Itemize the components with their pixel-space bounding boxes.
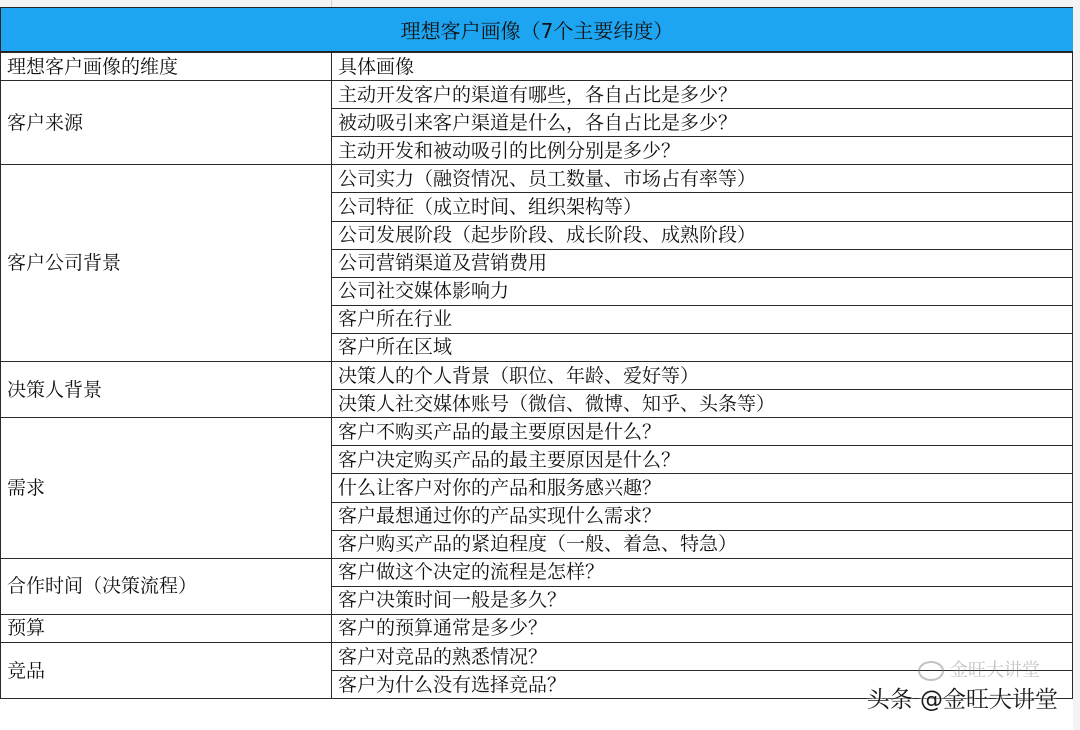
header-dimension-cell[interactable]: 理想客户画像的维度 [1, 53, 332, 81]
table-row [1, 418, 1073, 446]
dimension-cell[interactable]: 竞品 [1, 642, 332, 698]
customer-profile-table [0, 52, 1073, 699]
detail-cell[interactable]: 公司发展阶段（起步阶段、成长阶段、成熟阶段） [332, 221, 1073, 249]
detail-cell[interactable]: 什么让客户对你的产品和服务感兴趣？ [332, 474, 1073, 502]
detail-cell[interactable]: 客户最想通过你的产品实现什么需求？ [332, 502, 1073, 530]
detail-cell[interactable]: 公司营销渠道及营销费用 [332, 249, 1073, 277]
dimension-cell[interactable]: 客户来源 [1, 81, 332, 165]
detail-cell[interactable]: 客户不购买产品的最主要原因是什么？ [332, 418, 1073, 446]
detail-cell[interactable]: 公司社交媒体影响力 [332, 277, 1073, 305]
wechat-icon [918, 661, 944, 681]
dimension-cell[interactable]: 需求 [1, 418, 332, 558]
detail-cell[interactable]: 客户做这个决定的流程是怎样？ [332, 558, 1073, 586]
faint-watermark-text: 金旺大讲堂 [950, 660, 1040, 681]
detail-cell[interactable]: 客户所在行业 [332, 305, 1073, 333]
detail-cell[interactable]: 客户购买产品的紧迫程度（一般、着急、特急） [332, 530, 1073, 558]
detail-cell[interactable]: 公司实力（融资情况、员工数量、市场占有率等） [332, 165, 1073, 193]
detail-cell[interactable]: 决策人的个人背景（职位、年龄、爱好等） [332, 362, 1073, 390]
watermark: 头条 @金旺大讲堂 [866, 687, 1058, 713]
detail-cell[interactable]: 客户对竞品的熟悉情况？ [332, 642, 1073, 670]
detail-cell[interactable]: 客户决策时间一般是多久？ [332, 586, 1073, 614]
table-row [1, 81, 1073, 109]
detail-cell[interactable]: 主动开发客户的渠道有哪些，各自占比是多少？ [332, 81, 1073, 109]
dimension-cell[interactable]: 决策人背景 [1, 362, 332, 418]
header-detail-cell[interactable]: 具体画像 [332, 53, 1073, 81]
table-row [1, 165, 1073, 193]
table-row [1, 362, 1073, 390]
detail-cell[interactable]: 客户的预算通常是多少？ [332, 614, 1073, 642]
detail-cell[interactable]: 客户为什么没有选择竞品？ [332, 671, 1073, 699]
detail-cell[interactable]: 公司特征（成立时间、组织架构等） [332, 193, 1073, 221]
detail-cell[interactable]: 决策人社交媒体账号（微信、微博、知乎、头条等） [332, 390, 1073, 418]
dimension-cell[interactable]: 合作时间（决策流程） [1, 558, 332, 614]
table-row [1, 558, 1073, 586]
detail-cell[interactable]: 主动开发和被动吸引的比例分别是多少？ [332, 137, 1073, 165]
table-row [1, 614, 1073, 642]
table-row [1, 642, 1073, 670]
table-title[interactable]: 理想客户画像（7个主要纬度） [0, 7, 1074, 52]
detail-cell[interactable]: 客户决定购买产品的最主要原因是什么？ [332, 446, 1073, 474]
column-divider [331, 0, 332, 7]
dimension-cell[interactable]: 客户公司背景 [1, 165, 332, 362]
faint-watermark [918, 656, 1040, 682]
header-row [1, 53, 1073, 81]
dimension-cell[interactable]: 预算 [1, 614, 332, 642]
detail-cell[interactable]: 客户所在区域 [332, 333, 1073, 361]
detail-cell[interactable]: 被动吸引来客户渠道是什么，各自占比是多少？ [332, 109, 1073, 137]
sheet-edge [1073, 7, 1080, 730]
